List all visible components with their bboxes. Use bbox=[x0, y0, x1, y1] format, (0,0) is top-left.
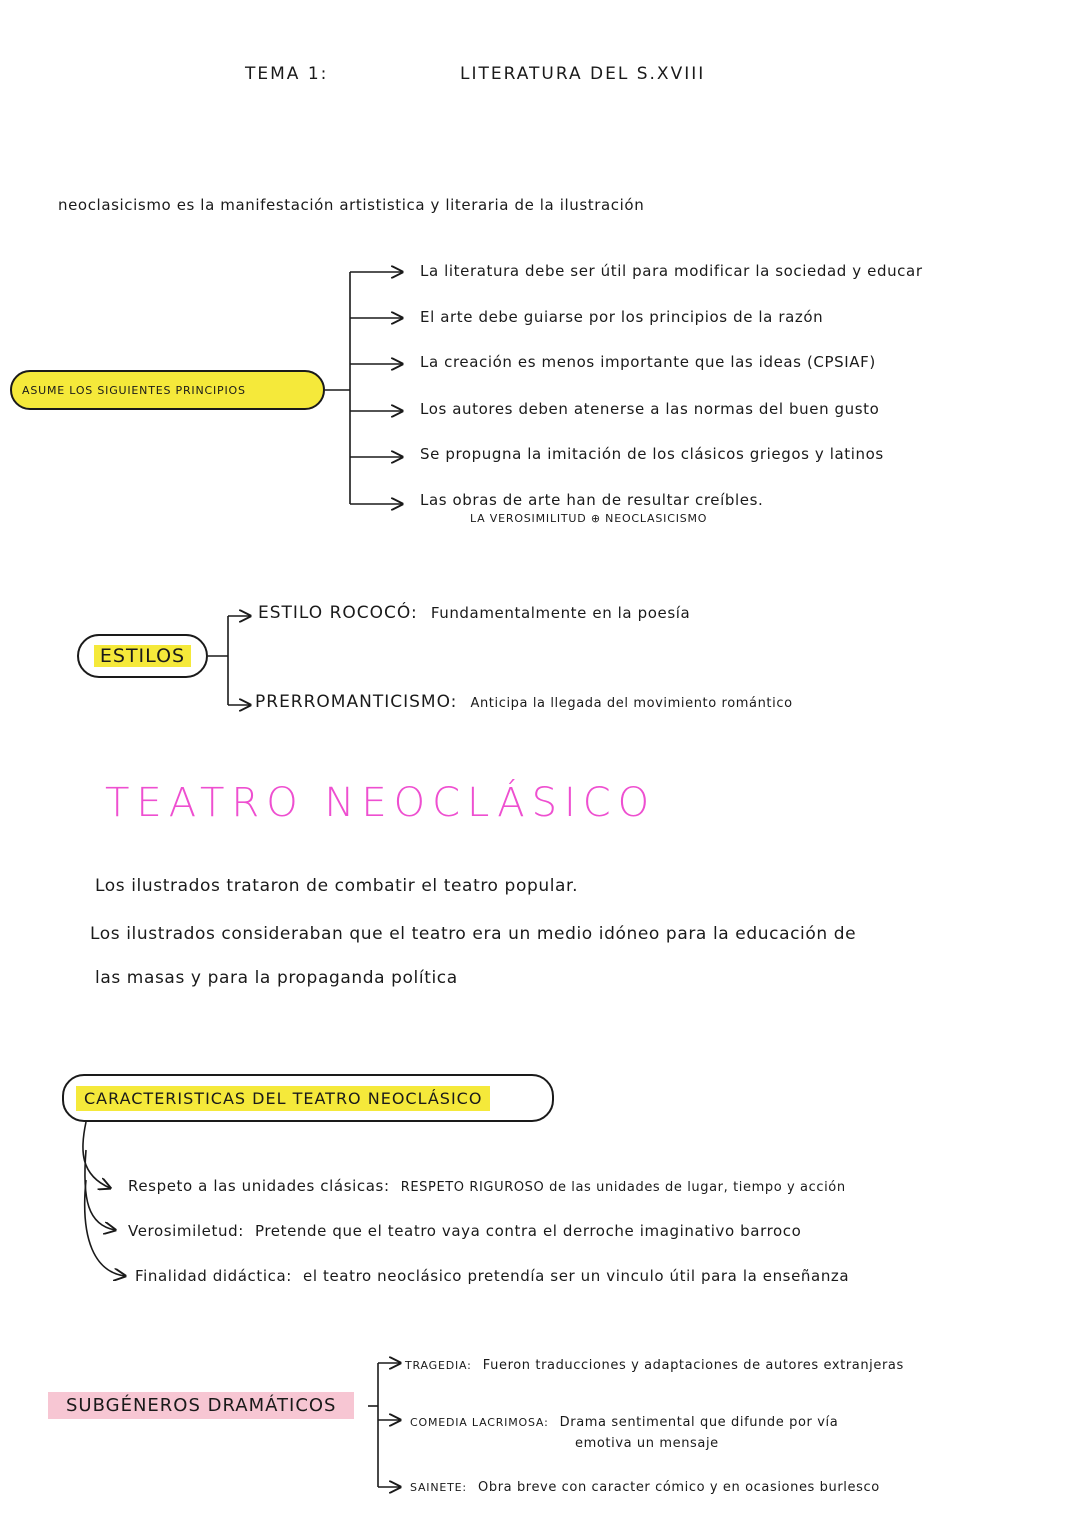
caracteristica-item bbox=[135, 1266, 849, 1285]
caracteristica-item bbox=[128, 1221, 801, 1240]
estilo-prerromanticismo bbox=[255, 692, 793, 712]
intro-text: neoclasicismo es la manifestación artististica y literaria de la ilustración bbox=[58, 196, 645, 214]
principios-label-text: ASUME LOS SIGUIENTES PRINCIPIOS bbox=[22, 383, 246, 397]
principio-item: Los autores deben atenerse a las normas del buen gusto bbox=[420, 400, 880, 418]
principio-item: Las obras de arte han de resultar creíbles. bbox=[420, 491, 764, 509]
subgeneros-label: SUBGÉNEROS DRAMÁTICOS bbox=[48, 1392, 354, 1419]
subgenero-name: TRAGEDIA: bbox=[405, 1359, 472, 1372]
principio-item: La creación es menos importante que las ideas (CPSIAF) bbox=[420, 353, 876, 371]
subgenero-name: SAINETE: bbox=[410, 1481, 467, 1494]
subgenero-item bbox=[410, 1476, 880, 1495]
page-title: LITERATURA DEL S.XVIII bbox=[460, 64, 706, 84]
verosimilitud-note: LA VEROSIMILITUD ⊕ NEOCLASICISMO bbox=[470, 512, 708, 525]
estilo-rococo bbox=[258, 603, 690, 623]
subgenero-desc-cont: emotiva un mensaje bbox=[575, 1436, 719, 1451]
teatro-line: las masas y para la propaganda política bbox=[95, 968, 458, 988]
teatro-line: Los ilustrados consideraban que el teatro era un medio idóneo para la educación de bbox=[90, 924, 857, 944]
caracteristica-name: Finalidad didáctica: bbox=[135, 1267, 292, 1285]
principio-item: La literatura debe ser útil para modificar la sociedad y educar bbox=[420, 262, 923, 280]
tema-label: TEMA 1: bbox=[245, 64, 329, 84]
teatro-line: Los ilustrados trataron de combatir el teatro popular. bbox=[95, 876, 579, 896]
caracteristica-item bbox=[128, 1176, 846, 1195]
caracteristicas-label bbox=[62, 1074, 554, 1122]
subgenero-name: COMEDIA LACRIMOSA: bbox=[410, 1416, 549, 1429]
caracteristicas-label-text: CARACTERISTICAS DEL TEATRO NEOCLÁSICO bbox=[76, 1086, 490, 1111]
estilo-name: PRERROMANTICISMO: bbox=[255, 692, 458, 712]
principio-item: El arte debe guiarse por los principios de la razón bbox=[420, 308, 824, 326]
estilo-desc: Anticipa la llegada del movimiento romántico bbox=[470, 696, 793, 711]
caracteristica-desc: Pretende que el teatro vaya contra el derroche imaginativo barroco bbox=[254, 1222, 802, 1240]
caracteristica-name: Verosimiletud: bbox=[128, 1222, 244, 1240]
estilos-label-text: ESTILOS bbox=[94, 645, 191, 667]
estilo-name: ESTILO ROCOCÓ: bbox=[258, 603, 418, 623]
caracteristica-desc: el teatro neoclásico pretendía ser un vinculo útil para la enseñanza bbox=[303, 1267, 850, 1285]
estilo-desc: Fundamentalmente en la poesía bbox=[430, 604, 691, 622]
subgenero-desc: Drama sentimental que difunde por vía bbox=[559, 1415, 839, 1430]
subgenero-item bbox=[405, 1354, 904, 1373]
subgenero-desc: Obra breve con caracter cómico y en ocasiones burlesco bbox=[478, 1480, 880, 1495]
estilos-label bbox=[77, 634, 208, 678]
subgenero-desc: Fueron traducciones y adaptaciones de autores extranjeras bbox=[482, 1358, 904, 1373]
principio-item: Se propugna la imitación de los clásicos griegos y latinos bbox=[420, 445, 884, 463]
caracteristica-name: Respeto a las unidades clásicas: bbox=[128, 1177, 390, 1195]
principios-label bbox=[10, 370, 325, 410]
caracteristica-desc: RESPETO RIGUROSO de las unidades de lugar, tiempo y acción bbox=[400, 1180, 846, 1195]
teatro-heading: TEATRO NEOCLÁSICO bbox=[105, 780, 657, 826]
subgenero-item bbox=[410, 1411, 838, 1430]
